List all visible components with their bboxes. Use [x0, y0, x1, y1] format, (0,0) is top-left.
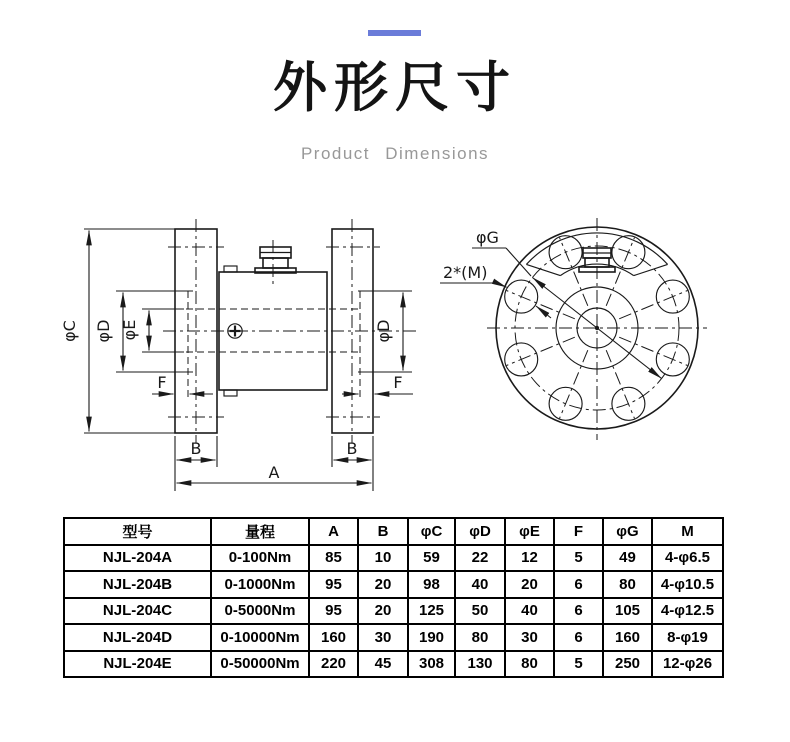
table-cell: 308 [408, 651, 455, 678]
dim-label-f-left: F [157, 373, 167, 392]
table-cell: 125 [408, 598, 455, 625]
dim-label-dia-c: φC [60, 320, 79, 342]
dimension-f-left [152, 373, 213, 394]
table-row [64, 571, 723, 598]
column-header-dia-e: φE [505, 518, 554, 545]
top-screw-bump [224, 266, 237, 272]
dim-label-dia-e: φE [120, 319, 139, 341]
dimension-dia-c [60, 229, 175, 433]
table-cell: 5 [554, 651, 603, 678]
table-cell: 0-5000Nm [211, 598, 309, 625]
table-cell: 59 [408, 545, 455, 572]
column-header-range: 量程 [211, 518, 309, 545]
table-cell: 95 [309, 571, 358, 598]
table-cell: 45 [358, 651, 408, 678]
table-cell: 220 [309, 651, 358, 678]
table-cell: 10 [358, 545, 408, 572]
table-cell: NJL-204C [64, 598, 211, 625]
spec-table [63, 517, 724, 678]
table-cell: NJL-204A [64, 545, 211, 572]
dim-label-b-right: B [346, 439, 358, 458]
table-cell: 22 [455, 545, 505, 572]
table-cell: 12-φ26 [652, 651, 723, 678]
page-title: 外形尺寸 [273, 58, 517, 118]
table-cell: 160 [309, 624, 358, 651]
table-cell: 8-φ19 [652, 624, 723, 651]
table-cell: 190 [408, 624, 455, 651]
technical-drawings [0, 200, 790, 510]
table-row [64, 651, 723, 678]
table-cell: 20 [358, 598, 408, 625]
table-row [64, 598, 723, 625]
table-cell: 20 [505, 571, 554, 598]
column-header-dia-c: φC [408, 518, 455, 545]
side-view-drawing [60, 219, 420, 491]
table-cell: 49 [603, 545, 652, 572]
table-cell: 0-100Nm [211, 545, 309, 572]
dim-label-holes: 2*(M) [443, 263, 488, 282]
table-row [64, 545, 723, 572]
page-subtitle: Product Dimensions [300, 144, 490, 163]
table-cell: 6 [554, 624, 603, 651]
table-cell: 0-50000Nm [211, 651, 309, 678]
column-header-f: F [554, 518, 603, 545]
table-cell: 80 [603, 571, 652, 598]
table-cell: 5 [554, 545, 603, 572]
column-header-b: B [358, 518, 408, 545]
dim-label-dia-d-left: φD [94, 319, 113, 343]
dimension-dia-d-left [94, 291, 193, 372]
table-cell: 40 [455, 571, 505, 598]
table-cell: 0-10000Nm [211, 624, 309, 651]
table-cell: 250 [603, 651, 652, 678]
dim-label-a: A [268, 463, 280, 482]
table-cell: 0-1000Nm [211, 571, 309, 598]
table-cell: 12 [505, 545, 554, 572]
table-cell: 6 [554, 598, 603, 625]
table-cell: 80 [505, 651, 554, 678]
column-header-dia-d: φD [455, 518, 505, 545]
table-cell: 30 [505, 624, 554, 651]
table-cell: 95 [309, 598, 358, 625]
table-cell: NJL-204E [64, 651, 211, 678]
dim-label-dia-d-right: φD [374, 319, 393, 343]
table-cell: NJL-204B [64, 571, 211, 598]
column-header-m: M [652, 518, 723, 545]
dimension-bolt-hole-callout [440, 263, 551, 318]
table-header-row [64, 518, 723, 545]
table-cell: 105 [603, 598, 652, 625]
front-view-drawing [440, 218, 707, 440]
table-cell: 4-φ10.5 [652, 571, 723, 598]
table-cell: 20 [358, 571, 408, 598]
dimension-f-right [342, 373, 413, 394]
table-cell: 50 [455, 598, 505, 625]
dimension-a [177, 463, 372, 483]
table-cell: 6 [554, 571, 603, 598]
column-header-a: A [309, 518, 358, 545]
table-cell: 130 [455, 651, 505, 678]
table-cell: NJL-204D [64, 624, 211, 651]
accent-bar [368, 30, 421, 36]
connector-side [255, 247, 296, 273]
table-cell: 40 [505, 598, 554, 625]
table-row [64, 624, 723, 651]
table-cell: 160 [603, 624, 652, 651]
dim-label-f-right: F [393, 373, 403, 392]
table-cell: 4-φ12.5 [652, 598, 723, 625]
column-header-model: 型号 [64, 518, 211, 545]
bottom-screw-bump [224, 390, 237, 396]
table-cell: 98 [408, 571, 455, 598]
table-cell: 85 [309, 545, 358, 572]
dim-label-b-left: B [190, 439, 202, 458]
column-header-dia-g: φG [603, 518, 652, 545]
table-cell: 80 [455, 624, 505, 651]
table-cell: 4-φ6.5 [652, 545, 723, 572]
table-cell: 30 [358, 624, 408, 651]
dim-label-dia-g: φG [476, 228, 499, 247]
